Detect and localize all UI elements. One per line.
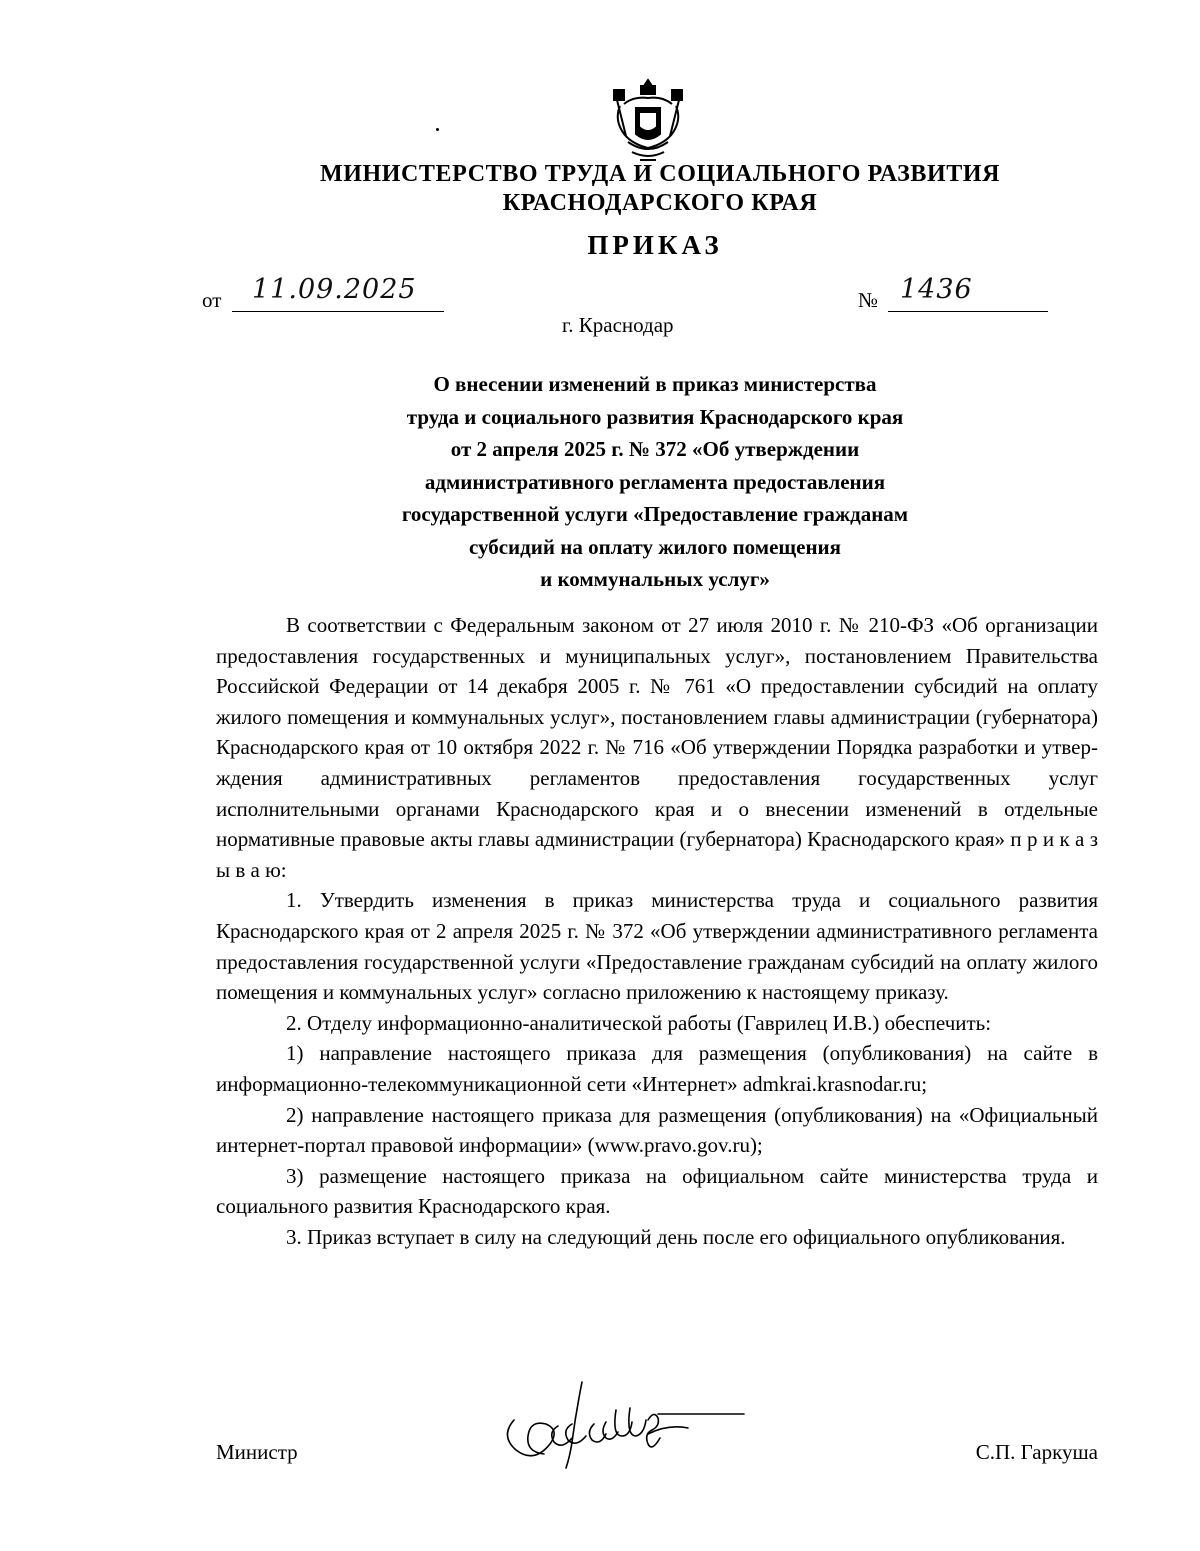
clause-3-paragraph: 3. Приказ вступает в силу на следующий день после его официального опубликования. xyxy=(286,1224,1066,1249)
order-body xyxy=(216,610,1098,1252)
coat-of-arms-icon xyxy=(610,76,686,162)
order-subject xyxy=(320,368,990,596)
document-type-title: ПРИКАЗ xyxy=(587,230,723,260)
scan-speck xyxy=(436,128,439,131)
subject-line: О внесении изменений в приказ министерства xyxy=(433,372,877,396)
clause-2-paragraph: 2. Отделу информационно-аналитической работы (Гаврилец И.В.) обеспечить: xyxy=(286,1010,992,1035)
subject-line: труда и социального развития Краснодарского края xyxy=(406,404,904,429)
date-label: от xyxy=(202,288,222,312)
number-value: 1436 xyxy=(900,274,973,305)
signer-title: Министр xyxy=(216,1440,298,1464)
date-underline xyxy=(232,311,444,312)
subject-line: государственной услуги «Предоставление гражданам xyxy=(401,502,909,526)
city-label: г. Краснодар xyxy=(562,313,674,337)
clause-2-item-1: 1) направление настоящего приказа для размещения (опубликования) на сайте в информационно-телекоммуникационной сети «Интернет» admkrai.krasnodar.ru; xyxy=(216,1041,1098,1096)
clause-2-item-3: 3) размещение настоящего приказа на официальном сайте министерства труда и социального развития Краснодарского края. xyxy=(216,1163,1098,1219)
preamble-paragraph: В соответствии с Федеральным законом от 27 июля 2010 г. № 210-ФЗ «Об организации предоставления государственных и муниципальных услуг», постановлением Правительства Российской Федерации от 14 декабря 2005 г. № 761 «О предоставлении субсидий на оплату жилого помещения и коммунальных услуг», постановлением главы администрации (губернатора) Краснодарского края от 10 октября 2022 г. № 716 «Об утверждении Порядка разработки и утверждения административных регламентов предоставления государственных услуг исполнительными органами Краснодарского края и о внесении изменений в отдельные нормативные правовые акты главы администрации (губернатора) Краснодарского края» п р и к а з ы в а ю: xyxy=(216,613,1098,882)
subject-line: субсидий на оплату жилого помещения xyxy=(468,534,842,559)
clause-1-paragraph: 1. Утвердить изменения в приказ министерства труда и социального развития Краснодарского края от 2 апреля 2025 г. № 372 «Об утверждении административного регламента предоставления государственной услуги «Предоставление гражданам субсидий на оплату жилого помещения и коммунальных услуг» согласно приложению к настоящему приказу. xyxy=(216,888,1098,1005)
date-value: 11.09.2025 xyxy=(252,274,417,305)
subject-line: и коммунальных услуг» xyxy=(540,567,770,591)
signature-block xyxy=(216,1440,1098,1480)
number-label: № xyxy=(858,288,879,312)
ministry-name xyxy=(250,160,1070,218)
clause-2-item-2: 2) направление настоящего приказа для размещения (опубликования) на «Официальный интернет-портал правовой информации» (www.pravo.gov.ru); xyxy=(216,1102,1098,1158)
ministry-name-line-2: КРАСНОДАРСКОГО КРАЯ xyxy=(502,190,818,216)
ministry-name-line-1: МИНИСТЕРСТВО ТРУДА И СОЦИАЛЬНОГО РАЗВИТИЯ xyxy=(319,161,1001,187)
number-underline xyxy=(888,311,1048,312)
signer-name: С.П. Гаркуша xyxy=(975,1440,1098,1464)
subject-line: от 2 апреля 2025 г. № 372 «Об утверждении xyxy=(450,437,860,461)
subject-line: административного регламента предоставления xyxy=(424,469,886,494)
